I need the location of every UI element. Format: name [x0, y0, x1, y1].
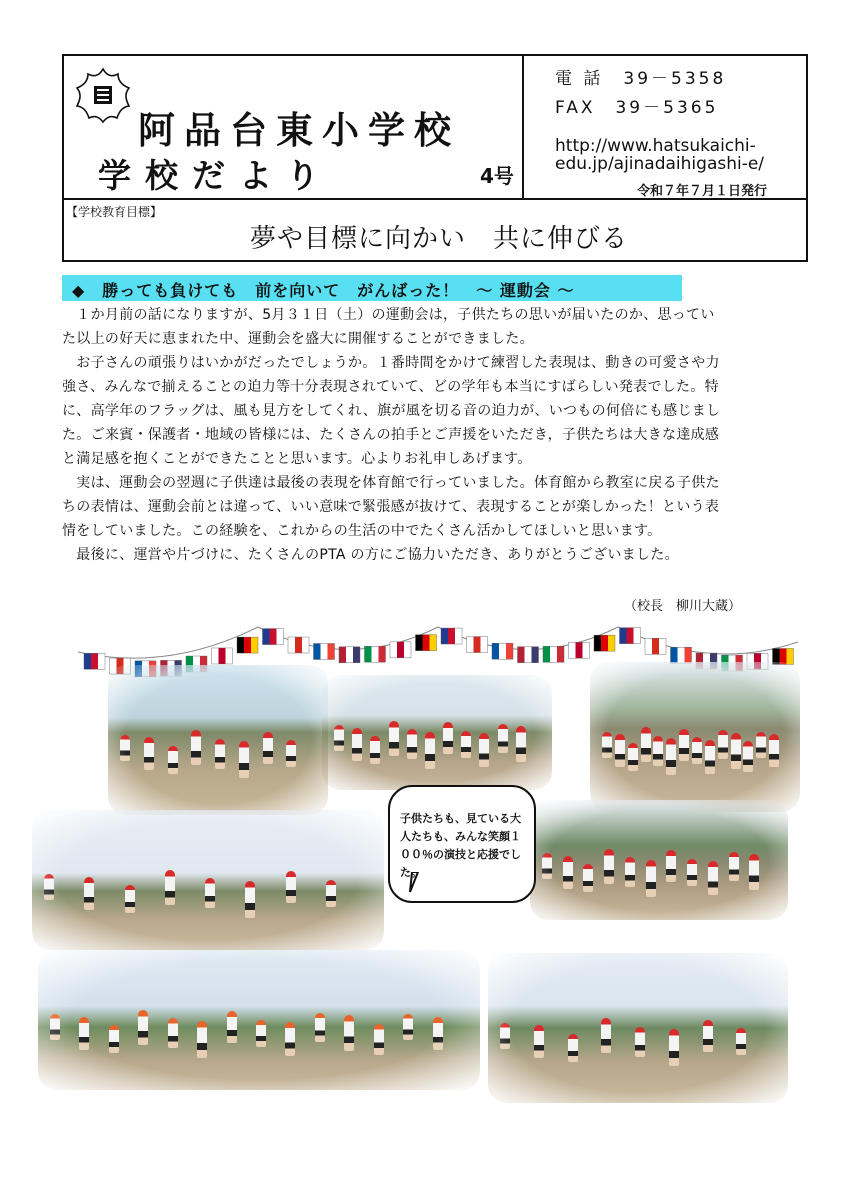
photo-figure — [138, 1010, 148, 1045]
photo-figure — [352, 728, 362, 761]
photo-figure — [568, 1034, 578, 1062]
bunting-flag — [518, 647, 539, 663]
photo-figure — [669, 1029, 679, 1066]
photo-figure — [628, 743, 638, 771]
photo-figure — [370, 736, 380, 764]
photo-figure — [705, 740, 715, 774]
photo-figure — [653, 736, 663, 766]
article-line: た。ご来賓・保護者・地域の皆様には、たくさんの拍手とご声援をいただき，子供たちは大きな達成感 — [62, 427, 720, 443]
photo-figure — [769, 734, 779, 767]
photo-figure — [227, 1011, 237, 1043]
photo-figure — [197, 1021, 207, 1058]
article-line: に、高学年のフラッグは、風も見方をしてくれ、旗が風を切る音の迫力が、いつもの何倍にも感じまし — [62, 403, 721, 419]
photo-figure — [583, 864, 593, 892]
photo-hoop-dance — [32, 810, 384, 950]
bunting-flag — [569, 642, 590, 658]
issue-date: 令和７年７月１日発行 — [637, 184, 768, 199]
photo-figure — [666, 850, 676, 882]
photo-figure — [602, 732, 612, 758]
photo-figure — [239, 741, 249, 778]
article-line: 最後に、運営や片づけに、たくさんのPTA の方にご協力いただき、ありがとうございました。 — [62, 547, 679, 563]
photo-figure — [498, 724, 508, 753]
photo-figure — [461, 731, 471, 758]
article-line: と満足感を抱くことができたことと思います。心よりお礼申しあげます。 — [62, 451, 532, 467]
bunting-flag — [416, 635, 437, 651]
photo-figure — [500, 1023, 510, 1049]
photo-figure — [666, 738, 676, 775]
article-line: １か月前の話になりますが、5月３１日（土）の運動会は，子供たちの思いが届いたのか、思ってい — [62, 307, 715, 323]
photo-figure — [79, 1017, 89, 1050]
photo-figure — [120, 735, 130, 761]
newsletter-title: 学校だより — [98, 156, 333, 195]
photo-figure — [286, 740, 296, 767]
photo-figure — [542, 853, 552, 879]
photo-field-run — [488, 953, 788, 1103]
photo-figure — [168, 1018, 178, 1048]
bunting-flag — [84, 653, 105, 669]
header-divider-vertical — [522, 54, 524, 200]
photo-figure — [625, 857, 635, 887]
goal-label: 【学校教育目標】 — [66, 205, 163, 219]
bunting-flag — [390, 642, 411, 658]
photo-figure — [286, 871, 296, 903]
photo-figure — [563, 856, 573, 889]
photo-figure — [516, 726, 526, 762]
photo-figure — [601, 1018, 611, 1053]
photo-figure — [731, 733, 741, 769]
photo-figure — [168, 746, 178, 774]
photo-figure — [425, 732, 435, 769]
photo-figure — [641, 727, 651, 762]
photo-figure — [433, 1017, 443, 1050]
photo-figure — [191, 730, 201, 765]
photo-figure — [334, 725, 344, 751]
phone-number: 電 話 39－5358 — [555, 69, 727, 89]
photo-figure — [374, 1024, 384, 1055]
photo-figure — [718, 730, 728, 759]
photo-figure — [479, 733, 489, 767]
bunting-flag — [467, 637, 488, 653]
bubble-text: 子供たちも、見ている大人たちも、みんな笑顔１００％の演技と応援でした。 — [400, 812, 521, 879]
photo-figure — [109, 1025, 119, 1053]
bunting-flag — [339, 647, 360, 663]
photo-running-race — [530, 800, 788, 920]
bunting-flag — [263, 629, 284, 645]
school-name: 阿品台東小学校 — [138, 109, 460, 152]
photo-figure — [729, 852, 739, 881]
bunting-flag — [212, 648, 233, 664]
article-line: ちの表情は、運動会前とは違って、いい意味で緊張感が抜けて、表現することが楽しかった！という表 — [62, 499, 720, 515]
photo-figure — [679, 729, 689, 761]
photo-figure — [708, 861, 718, 895]
photo-figure — [215, 739, 225, 769]
photo-figure — [50, 1014, 60, 1040]
photo-figure — [205, 878, 215, 908]
photo-relay-start — [590, 662, 800, 812]
photo-figure — [403, 1014, 413, 1040]
photo-figure — [389, 721, 399, 756]
photo-flag-performance — [38, 950, 480, 1090]
photo-figure — [263, 732, 273, 764]
issue-number: 4号 — [480, 164, 514, 188]
school-url[interactable]: http://www.hatsukaichi-edu.jp/ajinadaihigashi-e/ — [555, 136, 765, 174]
photo-figure — [703, 1020, 713, 1052]
photo-figure — [44, 874, 54, 900]
photo-figure — [692, 737, 702, 764]
bunting-flag — [365, 646, 386, 662]
photo-figure — [756, 732, 766, 758]
photo-tug-of-war — [322, 675, 552, 790]
photo-figure — [687, 859, 697, 886]
bunting-flag — [645, 638, 666, 654]
photo-figure — [285, 1022, 295, 1056]
photo-figure — [615, 734, 625, 767]
photo-figure — [344, 1015, 354, 1051]
bunting-flag — [543, 646, 564, 662]
bunting-flag — [594, 635, 615, 651]
article-heading: ◆ 勝っても負けても 前を向いて がんばった！ ～ 運動会 ～ — [72, 281, 575, 300]
photo-figure — [749, 854, 759, 890]
photo-figure — [84, 877, 94, 910]
bunting-flag — [237, 637, 258, 653]
article-line: 強さ、みんなで揃えることの迫力等十分表現されていて、どの学年も本当にすばらしい発表でした。特 — [62, 379, 719, 395]
bunting-flag — [441, 628, 462, 644]
bunting-flag — [314, 643, 335, 659]
school-goal: 夢や目標に向かい 共に伸びる — [250, 224, 629, 254]
photo-figure — [534, 1025, 544, 1058]
photo-figure — [604, 849, 614, 884]
article-line: お子さんの頑張りはいかがだったでしょうか。１番時間をかけて練習した表現は、動きの可愛さや力 — [62, 355, 720, 371]
article-line: た以上の好天に恵まれた中、運動会を盛大に開催することができました。 — [62, 331, 534, 347]
bunting-flag — [288, 637, 309, 653]
photo-pyramid-formation — [108, 665, 328, 815]
photo-figure — [256, 1020, 266, 1047]
photo-figure — [315, 1013, 325, 1042]
photo-figure — [407, 729, 417, 759]
bunting-flag — [671, 647, 692, 663]
photo-figure — [245, 881, 255, 918]
photo-figure — [144, 737, 154, 770]
bunting-flag — [492, 643, 513, 659]
article-line: 実は、運動会の翌週に子供達は最後の表現を体育館で行っていました。体育館から教室に戻る子供た — [62, 475, 720, 491]
photo-figure — [326, 880, 336, 907]
photo-figure — [635, 1027, 645, 1057]
fax-number: FAX 39－5365 — [555, 98, 719, 118]
principal-signature: （校長 柳川大蔵） — [624, 599, 742, 614]
photo-figure — [743, 741, 753, 772]
photo-figure — [443, 722, 453, 754]
photo-figure — [736, 1028, 746, 1055]
photo-figure — [646, 860, 656, 897]
photo-figure — [165, 870, 175, 905]
school-emblem-icon — [74, 66, 132, 124]
article-line: 情をしていました。この経験を、これからの生活の中でたくさん活かしてほしいと思います。 — [62, 523, 662, 539]
photo-figure — [125, 885, 135, 913]
bunting-flag — [620, 628, 641, 644]
